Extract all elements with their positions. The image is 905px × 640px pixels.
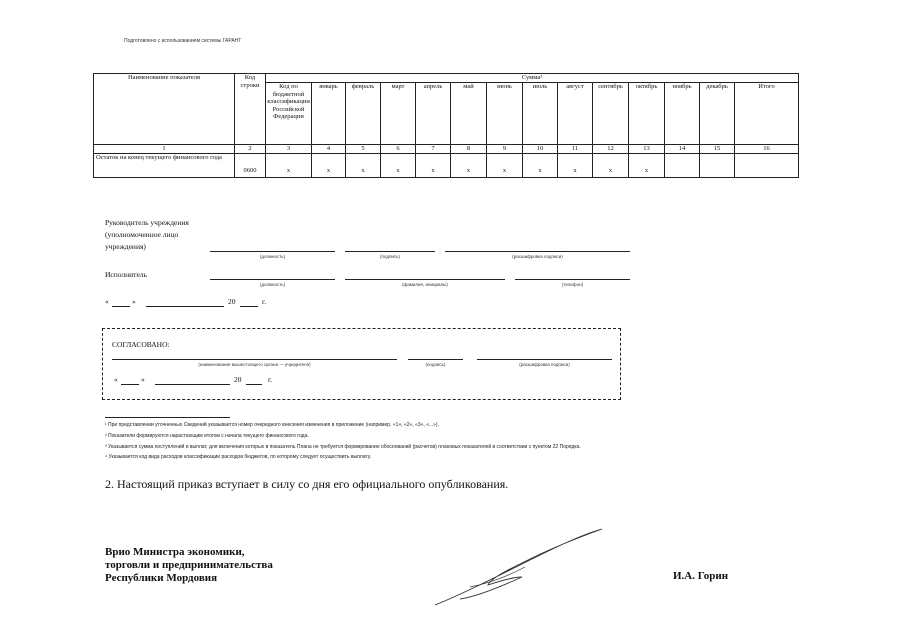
header-total: Итого	[735, 83, 799, 145]
header-budget-code: Код по бюджетной классификации Российской Федерации	[266, 83, 312, 145]
col-number: 9	[487, 145, 523, 154]
row-cell: х	[629, 154, 665, 178]
footnote-separator	[105, 417, 230, 418]
caption-fio: (фамилия, инициалы)	[402, 282, 448, 287]
caption-phone: (телефон)	[561, 282, 584, 287]
row-cell: х	[381, 154, 416, 178]
caption-signature: (подпись)	[425, 362, 446, 367]
date-close: »	[132, 297, 136, 306]
col-number: 4	[312, 145, 346, 154]
row-label: Остаток на конец текущего финансового года	[94, 154, 235, 178]
agreed-date-month-line	[155, 384, 230, 385]
row-cell	[700, 154, 735, 178]
agreed-date-year-line	[246, 384, 262, 385]
col-number: 14	[665, 145, 700, 154]
position-line	[210, 251, 335, 252]
row-cell: х	[416, 154, 451, 178]
caption-signature: (подпись)	[379, 254, 400, 259]
caption-decoded: (расшифровка подписи)	[512, 254, 563, 259]
caption-decoded: (расшифровка подписи)	[519, 362, 570, 367]
col-number: 13	[629, 145, 665, 154]
col-number: 6	[381, 145, 416, 154]
date-year-suffix: г.	[262, 297, 267, 306]
header-sum: Сумма²	[266, 74, 799, 83]
footnote-1: ¹ При представлении уточненных Сведений указывается номер очередного внесения изменения в приложение (например, «1», «2», «3», «...»).	[105, 422, 439, 428]
col-number: 7	[416, 145, 451, 154]
row-cell: х	[346, 154, 381, 178]
col-number: 10	[523, 145, 558, 154]
col-number: 11	[558, 145, 593, 154]
agreed-date-close: »	[141, 375, 145, 384]
signatory-line-2: торговли и предпринимательства	[105, 559, 273, 571]
agreed-decoded-line	[477, 359, 612, 360]
date-day-line	[112, 306, 130, 307]
col-number: 1	[94, 145, 235, 154]
col-number: 15	[700, 145, 735, 154]
header-month: июнь	[487, 83, 523, 145]
row-cell: х	[451, 154, 487, 178]
header-month: июль	[523, 83, 558, 145]
row-cell: х	[593, 154, 629, 178]
plan-table	[93, 73, 799, 178]
date-year-line	[240, 306, 258, 307]
date-year: 20	[228, 297, 236, 306]
head-label: Руководитель учреждения (уполномоченное лицо учреждения)	[105, 218, 189, 251]
col-number: 16	[735, 145, 799, 154]
header-month: февраль	[346, 83, 381, 145]
caption-position: (должность)	[259, 282, 286, 287]
row-cell	[735, 154, 799, 178]
footnote-3: ³ Указывается сумма поступлений и выплат, для включения которых в показатель Плана не требуется формирование обоснований (расчетов) плановых показателей в соответствии с пунктом 22 Порядка.	[105, 444, 581, 450]
executor-phone-line	[515, 279, 630, 280]
executor-label: Исполнитель	[105, 270, 147, 279]
executor-fio-line	[345, 279, 505, 280]
clause-text: 2. Настоящий приказ вступает в силу со дня его официального опубликования.	[105, 477, 509, 491]
header-month: сентябрь	[593, 83, 629, 145]
agreed-title: СОГЛАСОВАНО:	[112, 340, 170, 349]
row-cell: х	[312, 154, 346, 178]
header-month: декабрь	[700, 83, 735, 145]
caption-org: (наименование вышестоящего органа — учредителя)	[198, 362, 311, 367]
agreed-org-line	[112, 359, 397, 360]
col-number: 2	[235, 145, 266, 154]
handwritten-signature	[430, 525, 610, 610]
signatory-block	[105, 546, 273, 585]
signature-line	[345, 251, 435, 252]
header-indicator: Наименование показателя	[94, 74, 235, 145]
header-month: август	[558, 83, 593, 145]
header-month: апрель	[416, 83, 451, 145]
col-number: 12	[593, 145, 629, 154]
caption-position: (должность)	[259, 254, 286, 259]
agreed-date-open: «	[114, 375, 118, 384]
signatory-line-1: Врио Министра экономики,	[105, 546, 245, 558]
signatory-line-3: Республики Мордовия	[105, 572, 218, 584]
agreed-date-day-line	[121, 384, 139, 385]
decoded-line	[445, 251, 630, 252]
row-cell: х	[266, 154, 312, 178]
row-cell: х	[558, 154, 593, 178]
agreed-date-year-suffix: г.	[268, 375, 273, 384]
col-number: 5	[346, 145, 381, 154]
footnote-2: ² Показатели формируются нарастающим итогом с начала текущего финансового года.	[105, 433, 309, 439]
footnote-4: ⁴ Указывается код вида расходов классификации расходов бюджетов, по которому следует осуществить выплату.	[105, 454, 372, 460]
row-cell: х	[487, 154, 523, 178]
header-month: январь	[312, 83, 346, 145]
col-number: 8	[451, 145, 487, 154]
row-cell: х	[523, 154, 558, 178]
row-cell	[665, 154, 700, 178]
agreed-date-year: 20	[234, 375, 242, 384]
header-month: ноябрь	[665, 83, 700, 145]
col-number: 3	[266, 145, 312, 154]
date-month-line	[146, 306, 224, 307]
header-code: Код строки	[235, 74, 266, 145]
header-month: март	[381, 83, 416, 145]
date-open: «	[105, 297, 109, 306]
signatory-name: И.А. Горин	[673, 570, 729, 582]
agreed-signature-line	[408, 359, 463, 360]
header-month: май	[451, 83, 487, 145]
header-note: Подготовлено с использованием системы ГАРАНТ	[124, 38, 242, 44]
header-month: октябрь	[629, 83, 665, 145]
executor-position-line	[210, 279, 335, 280]
row-code: 0600	[235, 154, 266, 178]
